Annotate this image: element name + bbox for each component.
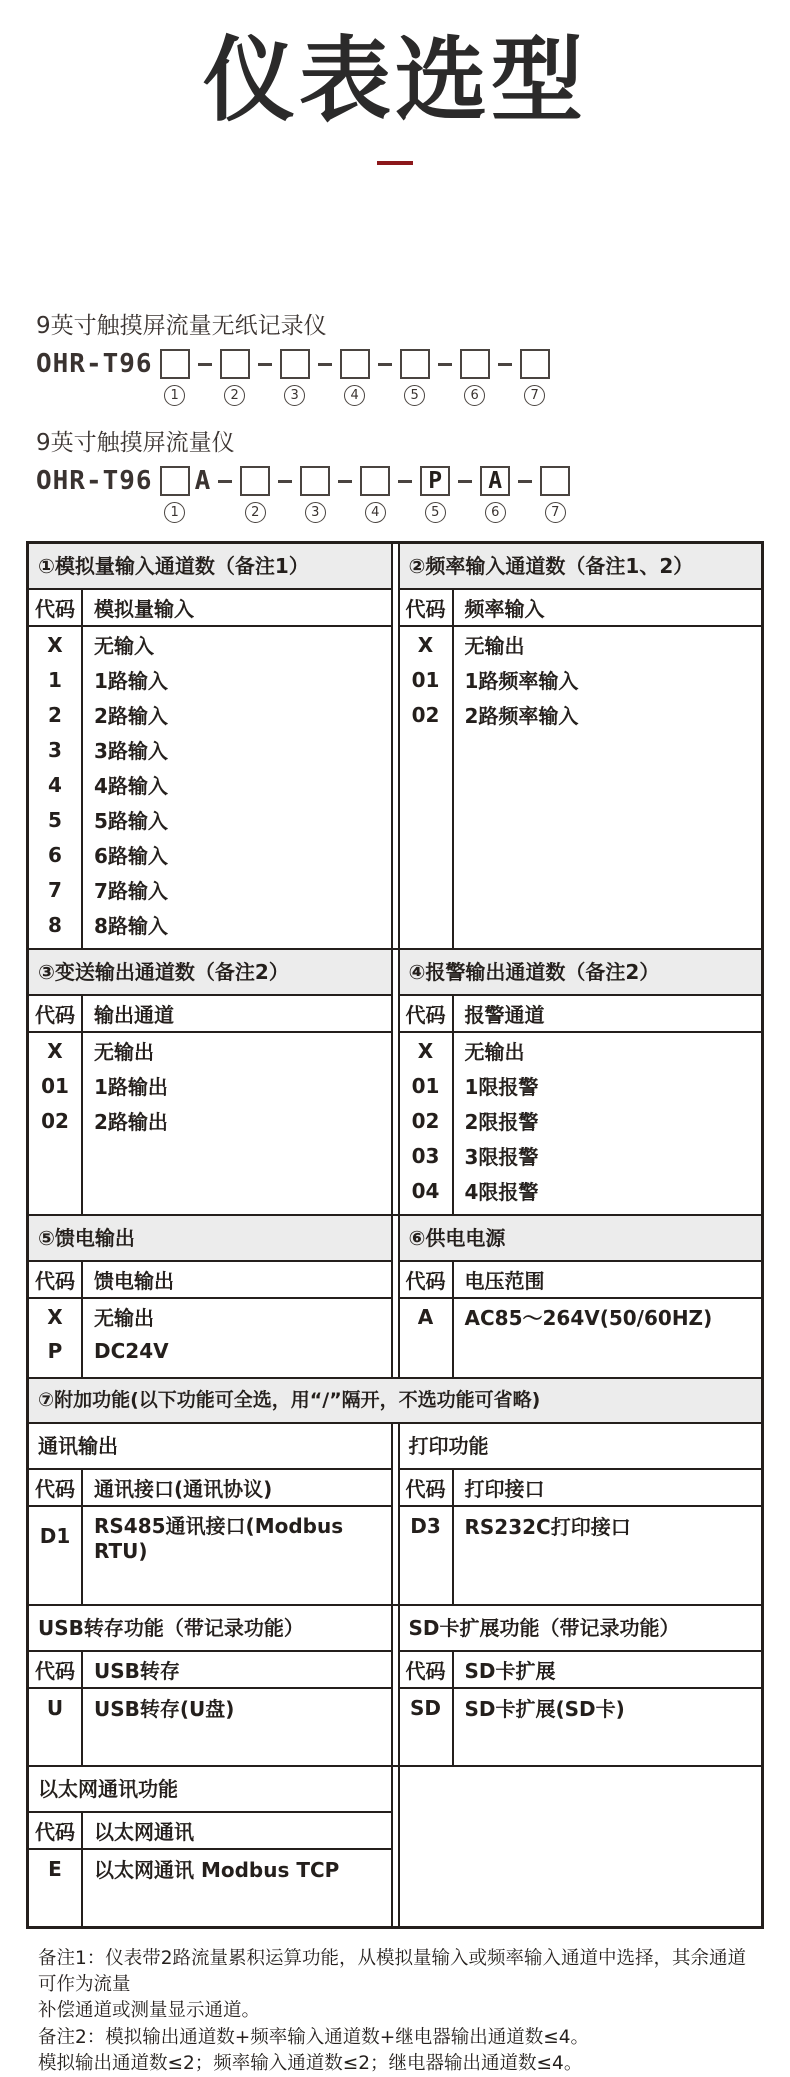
table-row	[400, 1507, 762, 1545]
code-cell: 03	[400, 1138, 454, 1173]
model-code-box	[220, 349, 250, 379]
desc-cell	[454, 1727, 762, 1765]
dash-separator	[198, 363, 212, 366]
dash-separator	[318, 363, 332, 366]
sub-band: 通讯输出	[29, 1424, 391, 1470]
model-code-slot	[480, 466, 510, 523]
position-number-badge: 1	[164, 385, 185, 406]
table-row	[29, 1068, 391, 1103]
subheader-row	[29, 590, 391, 627]
model-code-slot	[160, 466, 211, 523]
section-band: ⑥供电电源	[400, 1216, 762, 1262]
subheader-row	[400, 1262, 762, 1299]
code-cell: X	[400, 1033, 454, 1068]
table-row	[29, 837, 391, 872]
desc-cell: 2路输入	[94, 704, 168, 729]
desc-cell: 2路频率输入	[464, 704, 579, 729]
code-header-cell: 代码	[400, 1262, 454, 1297]
note-line: 备注2：模拟输出通道数+频率输入通道数+继电器输出通道数≤4。	[38, 2026, 590, 2048]
code-cell	[400, 1208, 454, 1214]
code-header-cell: 代码	[400, 1470, 454, 1505]
code-cell: 02	[400, 1103, 454, 1138]
code-cell: 4	[29, 767, 83, 802]
model-code-row-recorder	[36, 349, 790, 406]
row-filler	[29, 942, 391, 948]
position-number-badge: 3	[305, 502, 326, 523]
table-row	[29, 1033, 391, 1068]
position-number-badge: 1	[164, 502, 185, 523]
code-cell: 04	[400, 1173, 454, 1208]
row-filler	[400, 1334, 762, 1377]
table-row	[400, 1689, 762, 1727]
row-filler	[400, 1727, 762, 1765]
data-rows	[29, 1299, 391, 1377]
desc-cell: RS232C打印接口	[464, 1515, 631, 1540]
mid-divider	[391, 544, 400, 948]
mid-divider	[391, 1606, 400, 1765]
code-cell: X	[400, 627, 454, 662]
desc-header-cell: SD卡扩展	[464, 1658, 556, 1683]
dash-separator	[398, 480, 412, 483]
model-code-section	[36, 307, 790, 523]
model-code-slot	[360, 466, 390, 523]
model-code-box	[160, 466, 190, 496]
position-number-badge: 6	[485, 502, 506, 523]
code-cell	[400, 1545, 454, 1604]
sub-band: 打印功能	[400, 1424, 762, 1470]
table-row	[29, 627, 391, 662]
code-header-cell: 代码	[400, 590, 454, 625]
model-code-slot	[240, 466, 270, 523]
desc-cell: SD卡扩展(SD卡)	[464, 1697, 625, 1722]
position-number-badge: 6	[464, 385, 485, 406]
dash-separator	[258, 363, 272, 366]
code-header-cell: 代码	[29, 1652, 83, 1687]
model-label-flowmeter: 9英寸触摸屏流量仪	[36, 430, 235, 457]
desc-cell	[454, 1545, 762, 1604]
code-cell: X	[29, 1299, 83, 1334]
desc-cell: 5路输入	[94, 809, 168, 834]
model-code-slot	[420, 466, 450, 523]
model-code-slot	[160, 349, 190, 406]
code-cell: 01	[400, 662, 454, 697]
code-cell	[29, 1566, 83, 1604]
desc-header-cell: 打印接口	[464, 1476, 545, 1501]
section-ethernet-comm	[29, 1767, 391, 1926]
code-cell	[29, 1888, 83, 1926]
model-code-box	[460, 349, 490, 379]
section-band: ①模拟量输入通道数（备注1）	[29, 544, 391, 590]
desc-cell: 无输出	[464, 1040, 525, 1065]
table-row	[400, 662, 762, 697]
code-cell	[29, 942, 83, 948]
model-code-suffix: A	[194, 466, 211, 497]
code-cell	[29, 1368, 83, 1377]
subheader-row	[400, 1652, 762, 1689]
data-rows	[400, 1507, 762, 1604]
section-feed-output	[29, 1216, 391, 1377]
row-filler	[29, 1727, 391, 1765]
table-row	[29, 1103, 391, 1138]
data-rows	[400, 1299, 762, 1377]
table-row	[29, 872, 391, 907]
section-band: ④报警输出通道数（备注2）	[400, 950, 762, 996]
dash-separator	[458, 480, 472, 483]
code-header-cell: 代码	[400, 996, 454, 1031]
model-code-slot	[280, 349, 310, 406]
desc-header-cell: 以太网通讯	[94, 1819, 194, 1844]
position-number-badge: 4	[365, 502, 386, 523]
model-code-box: P	[420, 466, 450, 496]
row-filler	[29, 1138, 391, 1214]
section-transmit-output	[29, 950, 391, 1214]
mid-divider	[391, 1216, 400, 1377]
desc-cell: USB转存(U盘)	[94, 1697, 235, 1722]
model-code-slot	[460, 349, 490, 406]
table-row	[29, 907, 391, 942]
table-row	[29, 767, 391, 802]
desc-cell	[454, 1208, 762, 1214]
model-code-box	[300, 466, 330, 496]
model-label-recorder: 9英寸触摸屏流量无纸记录仪	[36, 313, 327, 340]
model-code-box	[340, 349, 370, 379]
code-cell	[29, 1138, 83, 1214]
model-code-box	[280, 349, 310, 379]
table-row	[29, 732, 391, 767]
table-row	[29, 802, 391, 837]
dash-separator	[338, 480, 352, 483]
table-row	[400, 1103, 762, 1138]
model-code-box	[240, 466, 270, 496]
table-row	[400, 627, 762, 662]
code-cell: SD	[400, 1689, 454, 1727]
section-analog-input	[29, 544, 391, 948]
desc-header-cell: 模拟量输入	[94, 597, 194, 622]
section-band: ⑤馈电输出	[29, 1216, 391, 1262]
position-number-badge: 2	[224, 385, 245, 406]
desc-cell: 无输入	[94, 634, 154, 659]
desc-header-cell: 报警通道	[464, 1003, 545, 1028]
row-filler	[400, 1545, 762, 1604]
data-rows	[29, 1689, 391, 1765]
code-header-cell: 代码	[29, 1262, 83, 1297]
model-code-slot	[540, 466, 570, 523]
section-sd-expansion	[400, 1606, 762, 1765]
note-line: 补偿通道或测量显示通道。	[38, 2000, 261, 2022]
desc-cell: RS485通讯接口(Modbus RTU)	[94, 1513, 344, 1563]
dash-separator	[218, 480, 232, 483]
subheader-row	[29, 1813, 391, 1850]
desc-header-cell: 频率输入	[464, 597, 545, 622]
model-prefix: OHR-T96	[36, 466, 153, 497]
selection-table	[26, 541, 764, 1929]
dash-separator	[278, 480, 292, 483]
section-pair-usb-sd	[29, 1606, 761, 1767]
footnotes	[38, 1946, 760, 2077]
data-rows	[400, 627, 762, 948]
code-cell: D1	[29, 1507, 83, 1566]
table-row	[400, 1173, 762, 1208]
desc-cell: 7路输入	[94, 879, 168, 904]
table-row	[29, 1689, 391, 1727]
desc-cell: 4限报警	[464, 1180, 539, 1205]
section-pair-ethernet	[29, 1767, 761, 1926]
model-code-slot	[520, 349, 550, 406]
instrument-selection-document	[0, 27, 790, 2077]
code-cell: U	[29, 1689, 83, 1727]
data-rows	[29, 627, 391, 948]
desc-cell: 以太网通讯 Modbus TCP	[94, 1858, 340, 1883]
section-7-band: ⑦附加功能(以下功能可全选，用“/”隔开，不选功能可省略)	[29, 1379, 761, 1424]
sub-band: 以太网通讯功能	[29, 1767, 391, 1813]
table-row	[400, 1068, 762, 1103]
mid-divider	[391, 1767, 400, 1926]
section-pair-1-2	[29, 544, 761, 950]
section-comm-output	[29, 1424, 391, 1604]
mid-divider	[391, 950, 400, 1214]
model-code-slot	[400, 349, 430, 406]
sub-band: USB转存功能（带记录功能）	[29, 1606, 391, 1652]
table-row	[29, 1299, 391, 1334]
row-filler	[29, 1566, 391, 1604]
code-header-cell: 代码	[29, 1470, 83, 1505]
desc-header-cell: USB转存	[94, 1658, 180, 1683]
title-accent-dash	[377, 161, 413, 165]
desc-cell	[454, 732, 762, 948]
position-number-badge: 2	[245, 502, 266, 523]
code-cell: P	[29, 1334, 83, 1368]
desc-cell	[83, 1138, 391, 1214]
row-filler	[29, 1888, 391, 1926]
section-pair-comm-print	[29, 1424, 761, 1606]
desc-cell: 1路输出	[94, 1075, 168, 1100]
desc-header-cell: 馈电输出	[94, 1269, 174, 1294]
subheader-row	[400, 590, 762, 627]
desc-cell: DC24V	[94, 1339, 169, 1364]
model-code-slot	[300, 466, 330, 523]
data-rows	[400, 1689, 762, 1765]
model-code-box	[540, 466, 570, 496]
data-rows	[400, 1033, 762, 1214]
desc-cell: 1路输入	[94, 669, 168, 694]
position-number-badge: 3	[284, 385, 305, 406]
code-cell: 5	[29, 802, 83, 837]
section-print-function	[400, 1424, 762, 1604]
desc-cell	[83, 1888, 391, 1926]
desc-cell: 4路输入	[94, 774, 168, 799]
dash-separator	[378, 363, 392, 366]
model-code-row-flowmeter	[36, 466, 790, 523]
empty-cell	[400, 1767, 762, 1926]
desc-cell: 无输出	[94, 1040, 154, 1065]
desc-cell	[83, 1727, 391, 1765]
code-cell	[400, 1334, 454, 1377]
model-code-box	[160, 349, 190, 379]
code-cell: 01	[400, 1068, 454, 1103]
table-row	[400, 1299, 762, 1334]
code-cell: 2	[29, 697, 83, 732]
section-usb-transfer	[29, 1606, 391, 1765]
desc-cell: AC85～264V(50/60HZ)	[464, 1306, 713, 1331]
desc-cell: 8路输入	[94, 914, 168, 939]
subheader-row	[29, 1470, 391, 1507]
code-cell	[400, 1727, 454, 1765]
model-prefix: OHR-T96	[36, 349, 153, 380]
model-code-box: A	[480, 466, 510, 496]
position-number-badge: 5	[404, 385, 425, 406]
model-code-slot	[340, 349, 370, 406]
section-band: ③变送输出通道数（备注2）	[29, 950, 391, 996]
subheader-row	[29, 1262, 391, 1299]
desc-cell	[83, 942, 391, 948]
code-header-cell: 代码	[29, 996, 83, 1031]
note-line: 模拟输出通道数≤2；频率输入通道数≤2；继电器输出通道数≤4。	[38, 2052, 583, 2074]
model-code-slot	[220, 349, 250, 406]
section-pair-3-4	[29, 950, 761, 1216]
page-title: 仪表选型	[202, 27, 587, 134]
data-rows	[29, 1507, 391, 1604]
section-power-supply	[400, 1216, 762, 1377]
desc-header-cell: 通讯接口(通讯协议)	[94, 1476, 273, 1501]
desc-cell: 无输出	[94, 1306, 154, 1331]
section-frequency-input	[400, 544, 762, 948]
table-row	[29, 1850, 391, 1888]
mid-divider	[391, 1424, 400, 1604]
code-cell: 1	[29, 662, 83, 697]
code-cell: 02	[29, 1103, 83, 1138]
section-alarm-output	[400, 950, 762, 1214]
code-cell: 8	[29, 907, 83, 942]
code-cell: 7	[29, 872, 83, 907]
code-cell: X	[29, 1033, 83, 1068]
desc-cell: 2路输出	[94, 1110, 168, 1135]
desc-cell: 无输出	[464, 634, 525, 659]
desc-header-cell: 电压范围	[464, 1269, 545, 1294]
position-number-badge: 4	[344, 385, 365, 406]
subheader-row	[400, 996, 762, 1033]
table-row	[29, 1507, 391, 1566]
desc-cell	[454, 1334, 762, 1377]
section-band: ②频率输入通道数（备注1、2）	[400, 544, 762, 590]
desc-cell: 1路频率输入	[464, 669, 579, 694]
code-cell: 02	[400, 697, 454, 732]
table-row	[29, 697, 391, 732]
code-header-cell: 代码	[29, 1813, 83, 1848]
data-rows	[29, 1850, 391, 1926]
code-cell: E	[29, 1850, 83, 1888]
dash-separator	[498, 363, 512, 366]
desc-cell: 2限报警	[464, 1110, 539, 1135]
code-cell: 01	[29, 1068, 83, 1103]
desc-cell: 3限报警	[464, 1145, 539, 1170]
table-row	[400, 697, 762, 732]
desc-header-cell: 输出通道	[94, 1003, 174, 1028]
desc-cell	[83, 1566, 391, 1604]
model-code-box	[520, 349, 550, 379]
table-row	[400, 1138, 762, 1173]
table-row	[400, 1033, 762, 1068]
section-pair-5-6	[29, 1216, 761, 1379]
position-number-badge: 7	[524, 385, 545, 406]
subheader-row	[400, 1470, 762, 1507]
code-cell	[29, 1727, 83, 1765]
data-rows	[29, 1033, 391, 1214]
code-cell: A	[400, 1299, 454, 1334]
row-filler	[29, 1368, 391, 1377]
sub-band: SD卡扩展功能（带记录功能）	[400, 1606, 762, 1652]
table-row	[29, 662, 391, 697]
table-row	[29, 1334, 391, 1368]
dash-separator	[438, 363, 452, 366]
code-cell: 6	[29, 837, 83, 872]
desc-cell: 6路输入	[94, 844, 168, 869]
desc-cell	[83, 1368, 391, 1377]
position-number-badge: 7	[545, 502, 566, 523]
subheader-row	[29, 1652, 391, 1689]
note-line: 备注1：仪表带2路流量累积运算功能，从模拟量输入或频率输入通道中选择，其余通道可作为流量	[38, 1947, 747, 1996]
model-code-box	[400, 349, 430, 379]
desc-cell: 1限报警	[464, 1075, 539, 1100]
code-header-cell: 代码	[400, 1652, 454, 1687]
code-cell: X	[29, 627, 83, 662]
model-code-box	[360, 466, 390, 496]
dash-separator	[518, 480, 532, 483]
row-filler	[400, 1208, 762, 1214]
code-cell: D3	[400, 1507, 454, 1545]
code-cell	[400, 732, 454, 948]
position-number-badge: 5	[425, 502, 446, 523]
desc-cell: 3路输入	[94, 739, 168, 764]
subheader-row	[29, 996, 391, 1033]
row-filler	[400, 732, 762, 948]
code-cell: 3	[29, 732, 83, 767]
code-header-cell: 代码	[29, 590, 83, 625]
